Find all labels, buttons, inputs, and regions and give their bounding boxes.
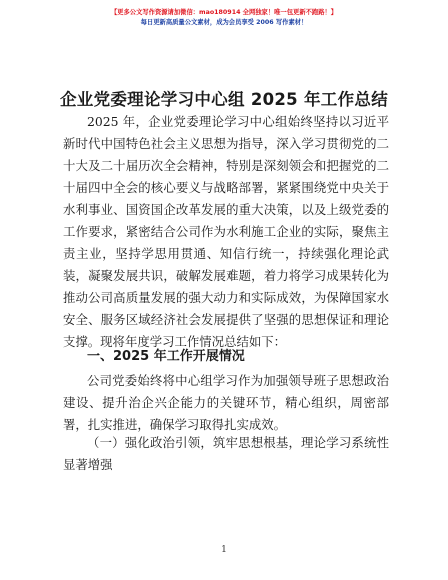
document-title: 企业党委理论学习中心组 2025 年工作总结 (59, 90, 388, 109)
page-number: 1 (221, 545, 227, 555)
section-paragraph: 公司党委始终将中心组学习作为加强领导班子思想政治建设、提升治企兴企能力的关键环节，精心组织，周密部署，扎实推进，确保学习取得扎实成效。 (63, 373, 389, 432)
promo-banner-line-2: 每日更新高质量公文素材，成为会员享受 2006 写作素材！ (140, 19, 308, 26)
section-heading: 一、2025 年工作开展情况 (87, 349, 245, 364)
promo-banner (0, 8, 448, 28)
promo-banner-line-1: 【更多公文写作资源请加微信：mao180914 全网独家！唯一包更新不跑路！】 (110, 9, 338, 16)
subsection-heading: （一）强化政治引领，筑牢思想根基，理论学习系统性显著增强 (63, 435, 389, 472)
intro-paragraph: 2025 年，企业党委理论学习中心组始终坚持以习近平新时代中国特色社会主义思想为指导，深入学习贯彻党的二十大及二十届历次全会精神，特别是深刻领会和把握党的二十届四中全会的核心要义与战略部署，紧紧围绕党中央关于水利事业、国资国企改革发展的重大决策，以及上级党委的工作要求，紧密结合公司作为水利施工企业的实际，聚焦主责主业，坚持学思用贯通、知信行统一，持续强化理论武装，凝聚发展共识，破解发展难题，着力将学习成果转化为推动公司高质量发展的强大动力和实际成效，为保障国家水安全、服务区域经济社会发展提供了坚强的思想保证和理论支撑。现将年度学习工作情况总结如下： (63, 114, 389, 349)
